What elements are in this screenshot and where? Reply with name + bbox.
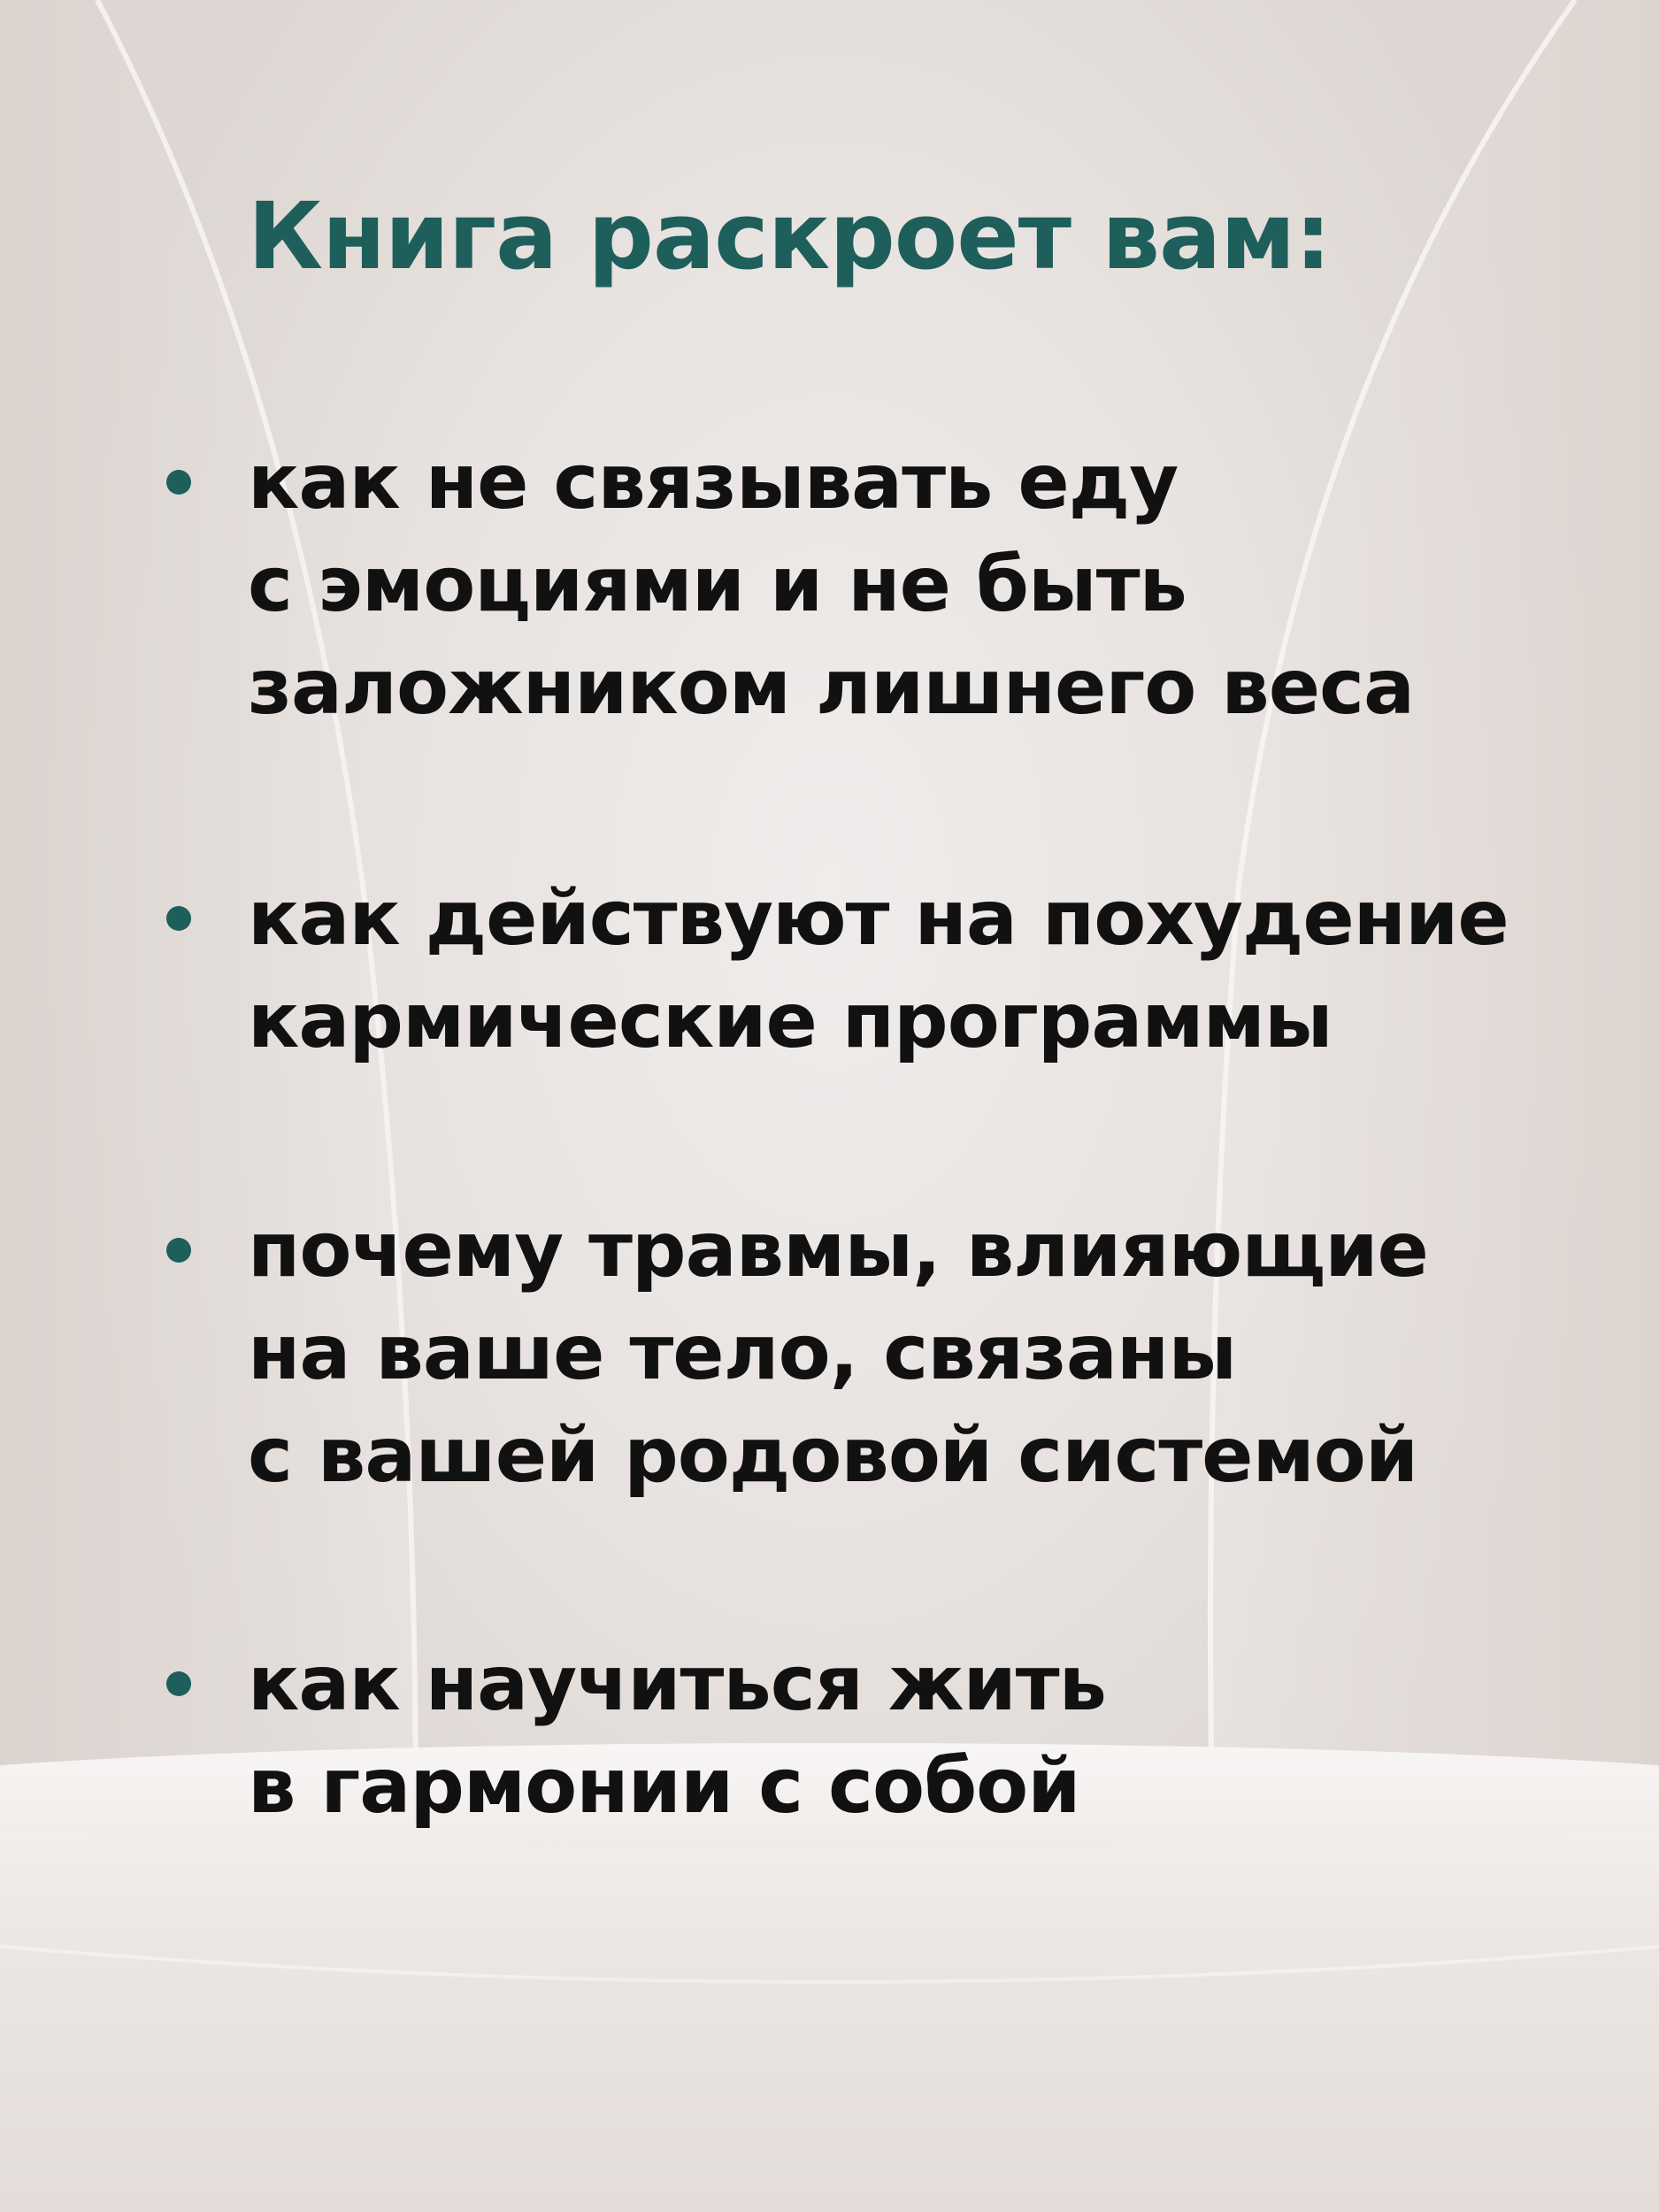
bullet-icon bbox=[166, 1238, 191, 1263]
list-item-line: в гармонии с собой bbox=[248, 1742, 1080, 1831]
list-item-line: почему травмы, влияющие bbox=[248, 1206, 1428, 1294]
list-item bbox=[248, 867, 1628, 1072]
list-item-line: заложником лишнего веса bbox=[248, 643, 1415, 732]
bullet-icon bbox=[166, 470, 191, 495]
list-item-line: как не связывать еду bbox=[248, 438, 1179, 526]
list-item-line: кармические программы bbox=[248, 977, 1333, 1065]
list-item-line: как научиться жить bbox=[248, 1640, 1106, 1728]
list-item bbox=[248, 1199, 1628, 1507]
list-item bbox=[248, 1632, 1628, 1838]
list-item-line: как действуют на похудение bbox=[248, 874, 1509, 963]
list-item-line: с вашей родовой системой bbox=[248, 1411, 1418, 1500]
list-item-line: с эмоциями и не быть bbox=[248, 541, 1187, 629]
list-item-line: на ваше тело, связаны bbox=[248, 1309, 1237, 1397]
page-title: Книга раскроет вам: bbox=[248, 182, 1331, 290]
bullet-icon bbox=[166, 1671, 191, 1696]
bullet-icon bbox=[166, 906, 191, 931]
list-item bbox=[248, 431, 1628, 739]
